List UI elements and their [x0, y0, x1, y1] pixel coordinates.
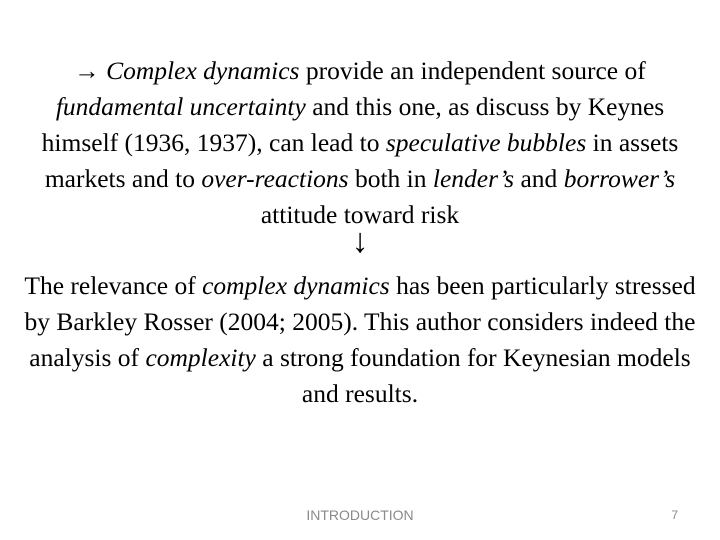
- text-segment: attitude toward risk: [260, 200, 460, 229]
- text-segment: and this one, as discuss by Keynes himself (1936, 1937), can lead to: [41, 92, 665, 157]
- text-segment: has been particularly stressed by Barkley Rosser (2004; 2005). This author considers indeed the analysis of: [24, 271, 696, 372]
- text-segment: provide an independent source of: [299, 56, 646, 85]
- italic-term: fundamental uncertainty: [55, 92, 306, 121]
- text-segment: →: [74, 56, 107, 85]
- text-segment: The relevance of: [24, 271, 203, 300]
- italic-term: complex dynamics: [202, 271, 390, 300]
- text-segment: both in: [348, 164, 433, 193]
- text-segment: and: [514, 164, 564, 193]
- italic-term: Complex dynamics: [106, 56, 300, 85]
- footer-section-title: INTRODUCTION: [306, 507, 414, 523]
- page-number: 7: [671, 508, 678, 522]
- down-arrow-icon: ↓: [351, 223, 369, 260]
- text-segment: a strong foundation for Keynesian models and results.: [255, 343, 691, 408]
- italic-term: complexity: [145, 343, 256, 372]
- italic-term: lender’s: [432, 164, 515, 193]
- italic-term: over-reactions: [201, 164, 349, 193]
- text-segment: in assets markets and to: [44, 128, 679, 193]
- paragraph-complex-dynamics: [20, 53, 700, 233]
- italic-term: speculative bubbles: [385, 128, 587, 157]
- paragraph-relevance: [20, 268, 700, 412]
- italic-term: borrower’s: [563, 164, 676, 193]
